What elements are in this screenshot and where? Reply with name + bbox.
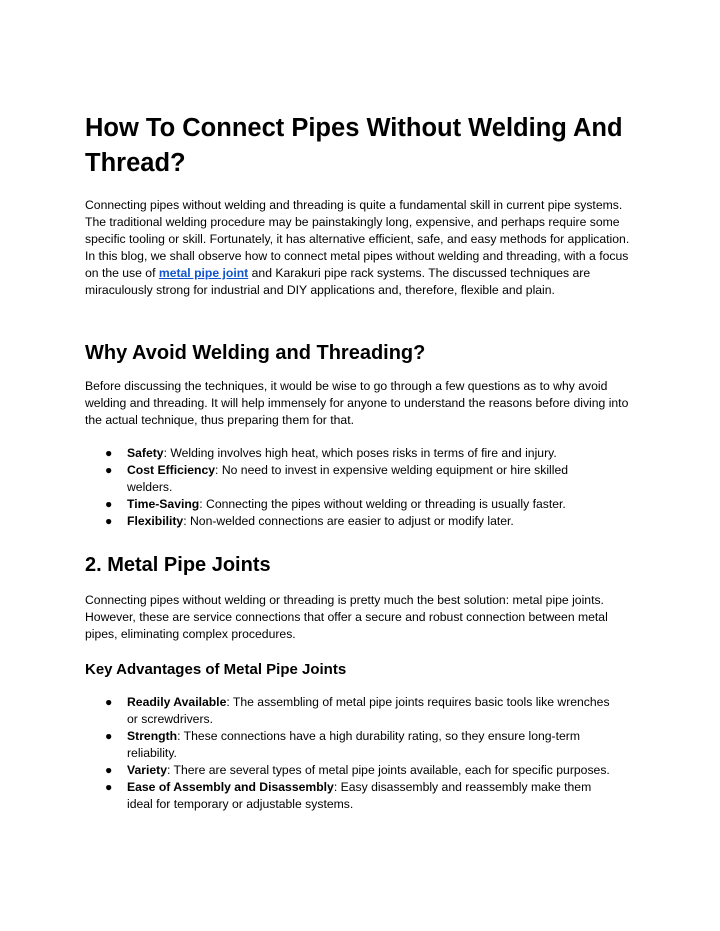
bullet-icon: ● [105, 695, 113, 709]
list-item-term: Cost Efficiency [127, 463, 216, 477]
bullet-icon: ● [105, 463, 113, 477]
list-item-text: : The assembling of metal pipe joints requires basic tools like wrenches or screwdrivers. [127, 695, 610, 726]
list-item [85, 445, 615, 462]
list-item-term: Readily Available [127, 695, 227, 709]
intro-paragraph [85, 197, 640, 299]
why-avoid-paragraph: Before discussing the techniques, it would be wise to go through a few questions as to why avoid welding and threading. It will help immensely for anyone to understand the reasons before diving into the actual technique, thus preparing them for that. [85, 379, 629, 427]
page-title: How To Connect Pipes Without Welding And Thread? [85, 114, 623, 177]
subheading-key-advantages: Key Advantages of Metal Pipe Joints [85, 661, 347, 678]
list-item-term: Safety [127, 446, 164, 460]
list-item-text: : These connections have a high durability rating, so they ensure long-term reliability. [127, 729, 580, 760]
list-item-term: Flexibility [127, 514, 184, 528]
list-item-text: : There are several types of metal pipe joints available, each for specific purposes. [166, 763, 610, 777]
intro-text-after-link: and Karakuri pipe rack systems. The discussed techniques are miraculously strong for industrial and DIY applications and, therefore, flexible and plain. [85, 266, 591, 297]
list-item-text: : Non-welded connections are easier to adjust or modify later. [183, 514, 514, 528]
bullet-icon: ● [105, 780, 113, 794]
list-item-term: Time-Saving [127, 497, 200, 511]
list-item-text: : No need to invest in expensive welding equipment or hire skilled welders. [127, 463, 569, 494]
list-item [85, 513, 615, 530]
list-item [85, 694, 615, 728]
section-heading-why-avoid: Why Avoid Welding and Threading? [85, 342, 426, 364]
why-avoid-list [85, 445, 615, 530]
section-heading-metal-pipe-joints: 2. Metal Pipe Joints [85, 554, 271, 576]
list-item-term: Variety [127, 763, 167, 777]
list-item [85, 779, 615, 813]
list-item [85, 496, 615, 513]
list-item-text: : Welding involves high heat, which poses risks in terms of fire and injury. [163, 446, 557, 460]
intro-text-before-link: Connecting pipes without welding and threading is quite a fundamental skill in current pipe systems. The traditional welding procedure may be painstakingly long, expensive, and perhaps require some specific tooling or skill. Fortunately, it has alternative efficient, safe, and easy methods for application. In this blog, we shall observe how to connect metal pipes without welding and threading, with a focus on the use of [85, 198, 630, 280]
list-item-text: : Easy disassembly and reassembly make them ideal for temporary or adjustable systems. [127, 780, 592, 811]
list-item-term: Ease of Assembly and Disassembly [127, 780, 334, 794]
bullet-icon: ● [105, 763, 113, 777]
metal-pipe-joints-paragraph: Connecting pipes without welding or threading is pretty much the best solution: metal pipe joints. However, these are service connections that offer a secure and robust connection between metal pipes, eliminating complex procedures. [85, 593, 608, 641]
list-item [85, 762, 615, 779]
bullet-icon: ● [105, 514, 113, 528]
list-item-term: Strength [127, 729, 178, 743]
bullet-icon: ● [105, 497, 113, 511]
list-item [85, 462, 615, 496]
bullet-icon: ● [105, 729, 113, 743]
bullet-icon: ● [105, 446, 113, 460]
list-item-text: : Connecting the pipes without welding or threading is usually faster. [199, 497, 566, 511]
key-advantages-list [85, 694, 615, 813]
metal-pipe-joint-link[interactable]: metal pipe joint [158, 266, 249, 280]
list-item [85, 728, 615, 762]
